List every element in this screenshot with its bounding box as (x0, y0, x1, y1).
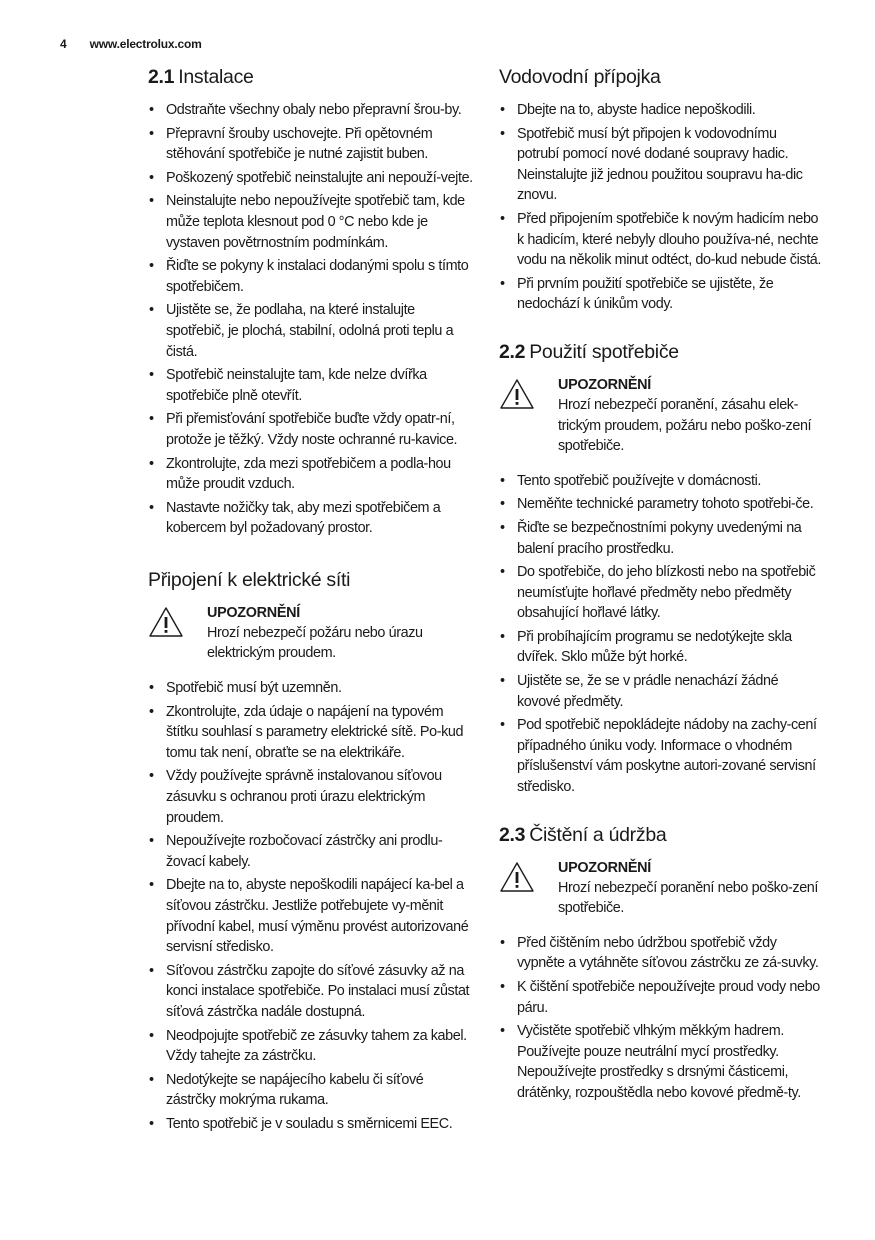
warning-title: UPOZORNĚNÍ (207, 604, 300, 621)
warning-block (499, 375, 821, 457)
list-item: • Řiďte se bezpečnostními pokyny uvedenými na balení pracího prostředku. (499, 518, 821, 559)
section-number: 2.1 (148, 66, 175, 88)
list-item: • Odstraňte všechny obaly nebo přepravní šrou-by. (148, 100, 473, 121)
list-item: • Neměňte technické parametry tohoto spotřebi-če. (499, 494, 821, 515)
list-item: • Neinstalujte nebo nepoužívejte spotřebič tam, kde může teplota klesnout pod 0 °C nebo kde je vystaven povětrnostním podmínkám. (148, 191, 473, 253)
right-column (499, 64, 821, 1107)
list-item: • Tento spotřebič je v souladu s směrnicemi EEC. (148, 1114, 473, 1135)
list-item: • Spotřebič musí být uzemněn. (148, 678, 473, 699)
section-2-3-heading (499, 822, 821, 848)
section-number: 2.3 (499, 823, 526, 846)
warning-block (499, 858, 821, 919)
water-list (499, 100, 821, 315)
list-item: • Do spotřebiče, do jeho blízkosti nebo na spotřebič neumísťujte hořlavé předměty nebo předměty obsahující hořlavé látky. (499, 562, 821, 624)
list-item: • Před připojením spotřebiče k novým hadicím nebo k hadicím, které nebyly dlouho používa-né, nechte vodu na několik minut odtéct, do-kud nebude čistá. (499, 209, 821, 271)
list-item: • Zkontrolujte, zda mezi spotřebičem a podla-hou může proudit vzduch. (148, 454, 473, 495)
electrical-connection-heading: Připojení k elektrické síti (148, 568, 351, 591)
list-item: • Neodpojujte spotřebič ze zásuvky tahem za kabel. Vždy tahejte za zástrčku. (148, 1026, 473, 1067)
section-title: Použití spotřebiče (529, 340, 679, 363)
warning-triangle-icon (499, 378, 535, 410)
list-item: • Při přemisťování spotřebiče buďte vždy opatr-ní, protože je těžký. Vždy noste ochranné ru-kavice. (148, 409, 473, 450)
usage-list (499, 471, 821, 798)
warning-block (148, 603, 473, 664)
warning-text: Hrozí nebezpečí poranění, zásahu elek-trickým proudem, požáru nebo poško-zení spotřebiče. (558, 396, 812, 455)
section-title: Čištění a údržba (529, 823, 667, 846)
list-item: • Ujistěte se, že se v prádle nenachází žádné kovové předměty. (499, 671, 821, 712)
water-connection-heading: Vodovodní přípojka (499, 66, 661, 88)
site-url: www.electrolux.com (89, 37, 202, 51)
list-item: • K čištění spotřebiče nepoužívejte proud vody nebo páru. (499, 977, 821, 1018)
list-item: • Nedotýkejte se napájecího kabelu či síťové zástrčky mokrýma rukama. (148, 1070, 473, 1111)
cleaning-list (499, 933, 821, 1104)
list-item: • Dbejte na to, abyste nepoškodili napájecí ka-bel a síťovou zástrčku. Jestliže potřebujete vy-měnit přívodní kabel, musí výměnu provést autorizované servisní středisko. (148, 875, 473, 957)
section-number: 2.2 (499, 340, 526, 363)
warning-triangle-icon (148, 606, 184, 638)
warning-text: Hrozí nebezpečí poranění nebo poško-zení spotřebiče. (558, 879, 819, 917)
list-item: • Při probíhajícím programu se nedotýkejte skla dvířek. Sklo může být horké. (499, 627, 821, 668)
list-item: • Spotřebič neinstalujte tam, kde nelze dvířka spotřebiče plně otevřít. (148, 365, 473, 406)
list-item: • Vždy používejte správně instalovanou síťovou zásuvku s ochranou proti úrazu elektrickým proudem. (148, 766, 473, 828)
warning-text: Hrozí nebezpečí požáru nebo úrazu elektrickým proudem. (207, 624, 423, 662)
list-item: • Tento spotřebič používejte v domácnosti. (499, 471, 821, 492)
list-item: • Ujistěte se, že podlaha, na které instalujte spotřebič, je plochá, stabilní, odolná proti teplu a čistá. (148, 300, 473, 362)
electrical-list (148, 678, 473, 1134)
list-item: • Před čištěním nebo údržbou spotřebič vždy vypněte a vytáhněte síťovou zástrčku ze zá-suvky. (499, 933, 821, 974)
warning-triangle-icon (499, 861, 535, 893)
list-item: • Spotřebič musí být připojen k vodovodnímu potrubí pomocí nové dodané soupravy hadic. Neinstalujte již jednou použitou soupravu ha-dic znovu. (499, 124, 821, 206)
list-item: • Nepoužívejte rozbočovací zástrčky ani prodlu-žovací kabely. (148, 831, 473, 872)
warning-title: UPOZORNĚNÍ (558, 376, 651, 393)
list-item: • Nastavte nožičky tak, aby mezi spotřebičem a kobercem byl požadovaný prostor. (148, 498, 473, 539)
list-item: • Pod spotřebič nepokládejte nádoby na zachy-cení případného úniku vody. Informace o vhodném příslušenství vám poskytne autori-zované servisní středisko. (499, 715, 821, 797)
list-item: • Vyčistěte spotřebič vlhkým měkkým hadrem. Používejte pouze neutrální mycí prostředky. Nepoužívejte prostředky s drsnými částicemi, drátěnky, rozpouštědla nebo kovové předmě-ty. (499, 1021, 821, 1103)
list-item: • Síťovou zástrčku zapojte do síťové zásuvky až na konci instalace spotřebiče. Po instalaci musí zůstat síťová zástrčka nadále dostupná. (148, 961, 473, 1023)
section-title: Instalace (178, 66, 254, 88)
list-item: • Poškozený spotřebič neinstalujte ani nepouží-vejte. (148, 168, 473, 189)
list-item: • Zkontrolujte, zda údaje o napájení na typovém štítku souhlasí s parametry elektrické sítě. Po-kud tomu tak není, obraťte se na elektrikáře. (148, 702, 473, 764)
page-number: 4 (60, 37, 67, 51)
left-column (148, 64, 473, 1138)
list-item: • Při prvním použití spotřebiče se ujistěte, že nedochází k únikům vody. (499, 274, 821, 315)
installation-list (148, 100, 473, 539)
page-header (60, 37, 202, 51)
list-item: • Dbejte na to, abyste hadice nepoškodili. (499, 100, 821, 121)
list-item: • Přepravní šrouby uschovejte. Při opětovném stěhování spotřebiče je nutné zajistit buben. (148, 124, 473, 165)
warning-title: UPOZORNĚNÍ (558, 859, 651, 876)
list-item: • Řiďte se pokyny k instalaci dodanými spolu s tímto spotřebičem. (148, 256, 473, 297)
section-2-2-heading (499, 339, 821, 365)
section-2-1-heading (148, 64, 473, 90)
